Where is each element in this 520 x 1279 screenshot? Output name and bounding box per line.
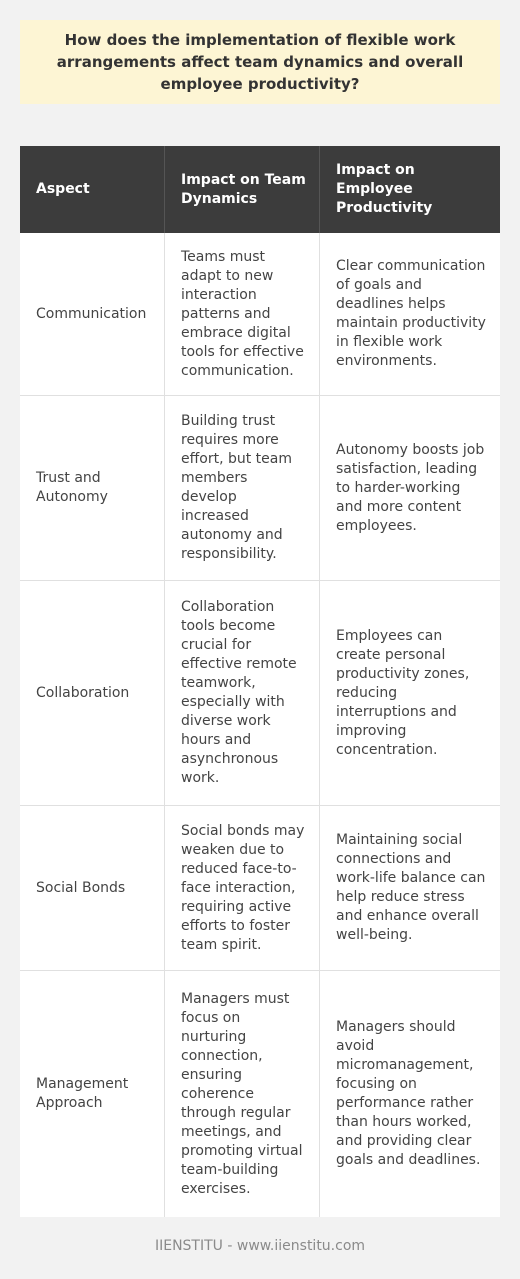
table-row xyxy=(20,396,500,581)
table-row xyxy=(20,971,500,1217)
header-team-dynamics: Impact on Team Dynamics xyxy=(165,146,320,233)
team-dynamics-cell: Teams must adapt to new interaction patterns and embrace digital tools for effective communication. xyxy=(165,233,320,395)
team-dynamics-cell: Managers must focus on nurturing connection, ensuring coherence through regular meetings, and promoting virtual team-building exercises. xyxy=(165,971,320,1217)
productivity-cell: Autonomy boosts job satisfaction, leading to harder-working and more content employees. xyxy=(336,441,485,534)
productivity-cell: Clear communication of goals and deadlines helps maintain productivity in flexible work environments. xyxy=(336,258,486,369)
footer-credit: IIENSTITU - www.iienstitu.com xyxy=(154,1238,366,1254)
comparison-table xyxy=(20,146,500,1217)
table-row xyxy=(20,581,500,806)
aspect-cell: Management Approach xyxy=(20,971,165,1217)
aspect-cell: Collaboration xyxy=(20,581,165,805)
productivity-cell: Employees can create personal productivity zones, reducing interruptions and improving concentration. xyxy=(336,627,470,758)
header-employee-productivity: Impact on Employee Productivity xyxy=(336,162,433,216)
aspect-cell: Social Bonds xyxy=(20,806,165,970)
aspect-cell: Trust and Autonomy xyxy=(20,396,165,580)
team-dynamics-cell: Social bonds may weaken due to reduced face-to-face interaction, requiring active efforts to foster team spirit. xyxy=(165,806,320,970)
page-title: How does the implementation of flexible work arrangements affect team dynamics and overall employee productivity? xyxy=(20,20,500,104)
header-aspect: Aspect xyxy=(20,146,165,233)
aspect-cell: Communication xyxy=(20,233,165,395)
table-row xyxy=(20,806,500,971)
table-row xyxy=(20,233,500,396)
team-dynamics-cell: Building trust requires more effort, but team members develop increased autonomy and responsibility. xyxy=(165,396,320,580)
table-header-row xyxy=(20,146,500,233)
productivity-cell: Managers should avoid micromanagement, focusing on performance rather than hours worked, and providing clear goals and deadlines. xyxy=(336,1019,481,1168)
team-dynamics-cell: Collaboration tools become crucial for effective remote teamwork, especially with diverse work hours and asynchronous work. xyxy=(165,581,320,805)
productivity-cell: Maintaining social connections and work-life balance can help reduce stress and enhance overall well-being. xyxy=(336,832,486,943)
